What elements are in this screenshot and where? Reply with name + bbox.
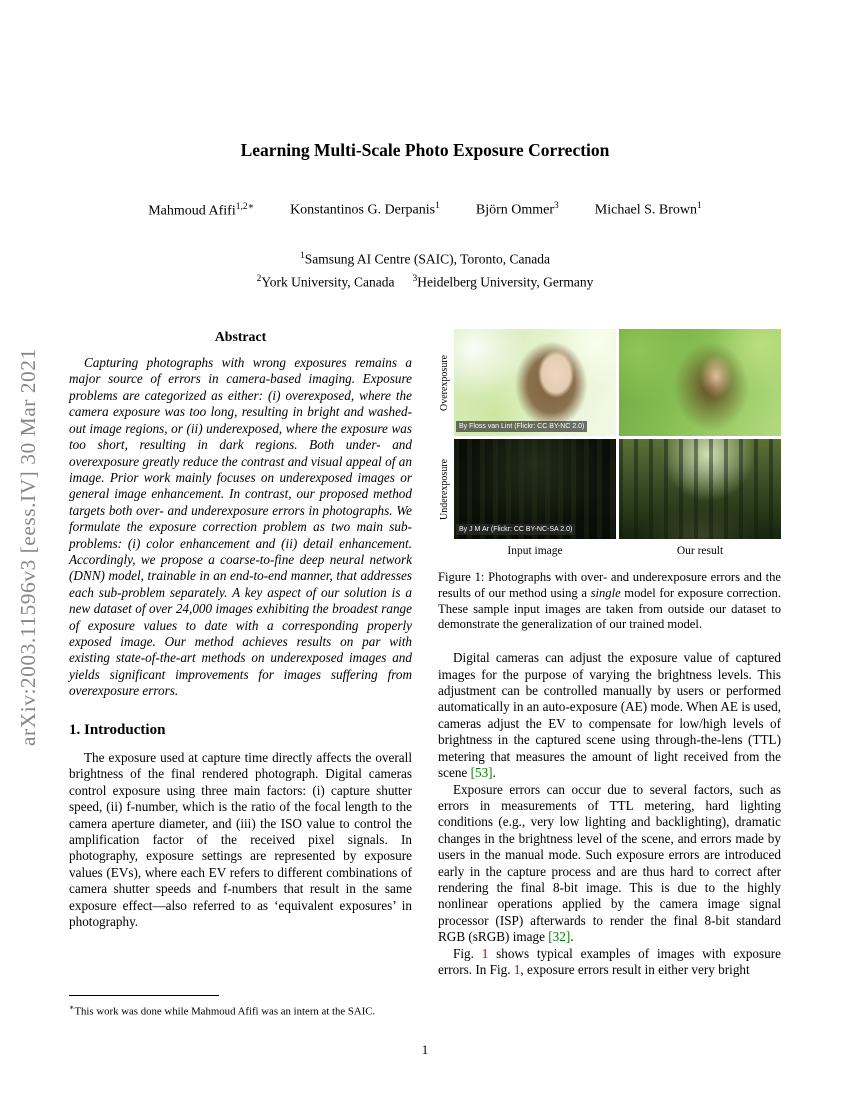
figure-row-label-underexposure: Underexposure xyxy=(439,458,450,520)
left-column xyxy=(69,329,412,1019)
arxiv-banner: arXiv:2003.11596v3 [eess.IV] 30 Mar 2021 xyxy=(16,348,40,747)
page-title: Learning Multi-Scale Photo Exposure Correction xyxy=(240,140,610,160)
author-2-name: Konstantinos G. Derpanis xyxy=(290,202,436,218)
intro-paragraph: The exposure used at capture time directly affects the overall brightness of the final rendered photograph. Digital cameras control exposure using three main factors: (i) capture shutter speed, (ii) f-number, which is the ratio of the focal length to the camera aperture diameter, and (iii) the ISO value to control the amplification factor of the received pixel signals. In photography, exposure settings are represented by exposure values (EVs), where each EV refers to different combinations of camera shutter speeds and f-numbers that result in the same exposure effect—also referred to as ‘equivalent exposures’ in photography. xyxy=(69,750,412,930)
body-paragraph-3 xyxy=(438,946,781,979)
affiliations xyxy=(69,246,781,293)
figure-1-reference-link[interactable]: 1 xyxy=(481,945,489,961)
footnote-marker: ∗ xyxy=(69,1003,75,1013)
abstract-text: Capturing photographs with wrong exposures remains a major source of errors in camera-based imaging. Exposure problems are categorized as either: (i) overexposed, where the camera exposure was too long, resulting in bright and washed-out image regions, or (ii) underexposed, where the exposure was too short, resulting in dark regions. Both under- and overexposure greatly reduce the contrast and visual appeal of an image. Prior work mainly focuses on underexposed images or general image enhancement. In contrast, our proposed method targets both over- and underexposure errors in photographs. We formulate the exposure correction problem as two main sub-problems: (i) color enhancement and (ii) detail enhancement. Accordingly, we propose a coarse-to-fine deep neural network (DNN) model, trainable in an end-to-end manner, that addresses each sub-problem separately. A key aspect of our solution is a new dataset of over 24,000 images exhibiting the broadest range of exposure values to date with a corresponding properly exposed image. Our method achieves results on par with existing state-of-the-art methods on underexposed images and yields significant improvements for images suffering from overexposure errors. xyxy=(69,355,412,699)
footnote-body: This work was done while Mahmoud Afifi was an intern at the SAIC. xyxy=(74,1005,376,1018)
paper-page xyxy=(69,0,781,1019)
image-attribution-top: By Floss van Lint (Flickr: CC BY-NC 2.0) xyxy=(456,421,587,432)
author-3-affil-marker: 3 xyxy=(554,201,559,211)
figure-column-labels xyxy=(438,543,781,559)
affiliation-line-1 xyxy=(69,246,781,270)
section-heading-introduction: 1. Introduction xyxy=(69,721,166,738)
affil-3-text: Heidelberg University, Germany xyxy=(417,274,594,290)
figure-image-overexposed-input xyxy=(454,329,616,436)
footnote-rule xyxy=(69,995,219,996)
right-column xyxy=(438,329,781,1019)
author-2 xyxy=(290,201,440,220)
paragraph-2-tail: . xyxy=(570,929,574,945)
citation-link-53[interactable]: [53] xyxy=(470,765,493,781)
paragraph-3-text-3: , exposure errors result in either very bright xyxy=(520,961,750,977)
author-1-affil-marker: 1,2∗ xyxy=(235,202,255,212)
author-3 xyxy=(476,201,559,220)
paragraph-2-text: Exposure errors can occur due to several factors, such as errors in measurements of TTL metering, hard lighting conditions (e.g., very low lighting and backlighting), dramatic changes in the brightness level of the scene, and errors made by users in the manual mode. Such exposure errors are introduced early in the capture process and are thus hard to correct after rendering the final 8-bit image. This is due to the highly nonlinear operations applied by the camera image signal processor (ISP) afterwards to render the final 8-bit standard RGB (sRGB) image xyxy=(438,781,781,945)
figure-label-spacer xyxy=(438,543,451,559)
figure-caption-text-1: Photographs with over- and underexposure errors and the results of our method using a xyxy=(438,570,781,600)
citation-link-32[interactable]: [32] xyxy=(548,929,571,945)
affil-2-text: York University, Canada xyxy=(261,274,395,290)
author-4-affil-marker: 1 xyxy=(697,201,702,211)
figure-image-underexposed-input xyxy=(454,439,616,539)
body-paragraph-2 xyxy=(438,782,781,946)
figure-1-reference-link-2[interactable]: 1 xyxy=(513,961,521,977)
page-number: 1 xyxy=(421,1042,429,1057)
footnote-block xyxy=(69,995,412,1019)
figure-image-underexposed-result xyxy=(619,439,781,539)
affil-2-marker: 2 xyxy=(256,274,262,285)
two-column-body xyxy=(69,329,781,1019)
figure-label-input-image: Input image xyxy=(507,544,563,557)
figure-caption xyxy=(438,570,781,633)
figure-caption-italic-word: single xyxy=(590,585,621,600)
figure-caption-label: Figure 1: xyxy=(438,570,489,585)
author-4 xyxy=(595,201,702,220)
author-list xyxy=(69,201,781,220)
paragraph-1-text: Digital cameras can adjust the exposure value of captured images for the purpose of varying the brightness levels. This adjustment can be controlled manually by users or performed automatically in an auto-exposure (AE) mode. When AE is used, cameras adjust the EV to compensate for low/high levels of brightness in the captured scene using through-the-lens (TTL) metering that measures the amount of light received from the scene xyxy=(438,650,781,781)
paragraph-3-text-2: shows typical examples of images with exposure errors. In Fig. xyxy=(438,945,781,977)
footnote-text xyxy=(69,1001,412,1019)
figure-caption-text-2: model for exposure correction. These sample input images are taken from outside our dataset to demonstrate the generalization of our trained model. xyxy=(438,585,781,632)
paragraph-1-tail: . xyxy=(492,765,496,781)
body-paragraph-1 xyxy=(438,650,781,781)
author-4-name: Michael S. Brown xyxy=(594,202,698,218)
figure-image-overexposed-result xyxy=(619,329,781,436)
author-3-name: Björn Ommer xyxy=(475,202,555,218)
affil-1-marker: 1 xyxy=(300,250,305,261)
author-2-affil-marker: 1 xyxy=(435,201,440,211)
figure-1 xyxy=(438,329,781,539)
figure-row-label-overexposure: Overexposure xyxy=(439,354,450,411)
image-attribution-bottom: By J M Ar (Flickr: CC BY-NC-SA 2.0) xyxy=(456,524,575,535)
paragraph-3-text-1: Fig. xyxy=(453,945,482,961)
author-1-name: Mahmoud Afifi xyxy=(148,203,236,219)
author-1 xyxy=(148,201,254,220)
affil-1-text: Samsung AI Centre (SAIC), Toronto, Canada xyxy=(304,251,550,267)
affil-3-marker: 3 xyxy=(412,274,418,285)
affiliation-line-2 xyxy=(69,269,781,293)
figure-label-our-result: Our result xyxy=(676,544,724,557)
abstract-heading: Abstract xyxy=(214,328,267,344)
